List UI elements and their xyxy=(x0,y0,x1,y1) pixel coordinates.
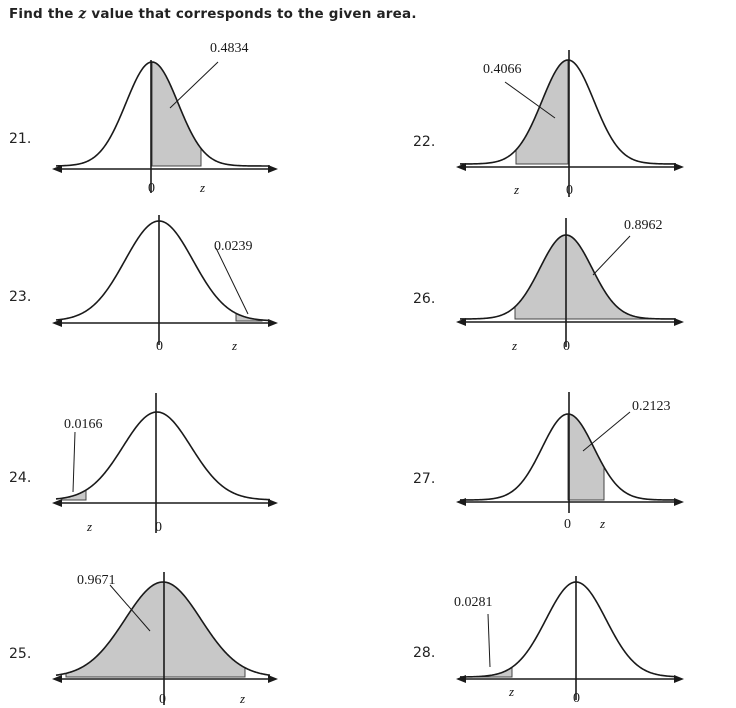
title-suffix: value that corresponds to the given area. xyxy=(86,6,417,22)
tick-label: z xyxy=(512,338,518,353)
area-label: 0.2123 xyxy=(632,399,671,414)
area-label: 0.4834 xyxy=(210,41,249,56)
leader-line xyxy=(488,614,490,667)
tick-label: z xyxy=(509,684,515,699)
tick-label: z xyxy=(232,338,238,353)
tick-label: z xyxy=(600,516,606,531)
tick-label: z xyxy=(240,691,246,706)
tick-label: 0 xyxy=(573,691,580,706)
area-label: 0.4066 xyxy=(483,62,522,77)
tick-label: 0 xyxy=(156,339,163,354)
area-label: 0.0281 xyxy=(454,595,493,610)
tick-label: 0 xyxy=(563,339,570,354)
area-label: 0.0166 xyxy=(64,417,103,432)
tick-label: 0 xyxy=(155,520,162,535)
right-arrow-icon xyxy=(674,675,684,683)
tick-label: 0 xyxy=(564,517,571,532)
tick-label: 0 xyxy=(148,181,155,196)
tick-label: z xyxy=(87,519,93,534)
problem-number: 23. xyxy=(9,289,32,305)
problem-number: 22. xyxy=(413,134,436,150)
tick-label: z xyxy=(514,182,520,197)
problem-number: 26. xyxy=(413,291,436,307)
problem-number: 27. xyxy=(413,471,436,487)
problem-number: 28. xyxy=(413,645,436,661)
title-variable: z xyxy=(78,6,87,22)
problem-number: 25. xyxy=(9,646,32,662)
tick-label: 0 xyxy=(566,183,573,198)
area-label: 0.0239 xyxy=(214,239,253,254)
problem-number: 21. xyxy=(9,131,32,147)
area-label: 0.9671 xyxy=(77,573,116,588)
tick-label: z xyxy=(200,180,206,195)
problem-number: 24. xyxy=(9,470,32,486)
tick-label: 0 xyxy=(159,692,166,707)
area-label: 0.8962 xyxy=(624,218,663,233)
title-prefix: Find the xyxy=(9,6,79,22)
